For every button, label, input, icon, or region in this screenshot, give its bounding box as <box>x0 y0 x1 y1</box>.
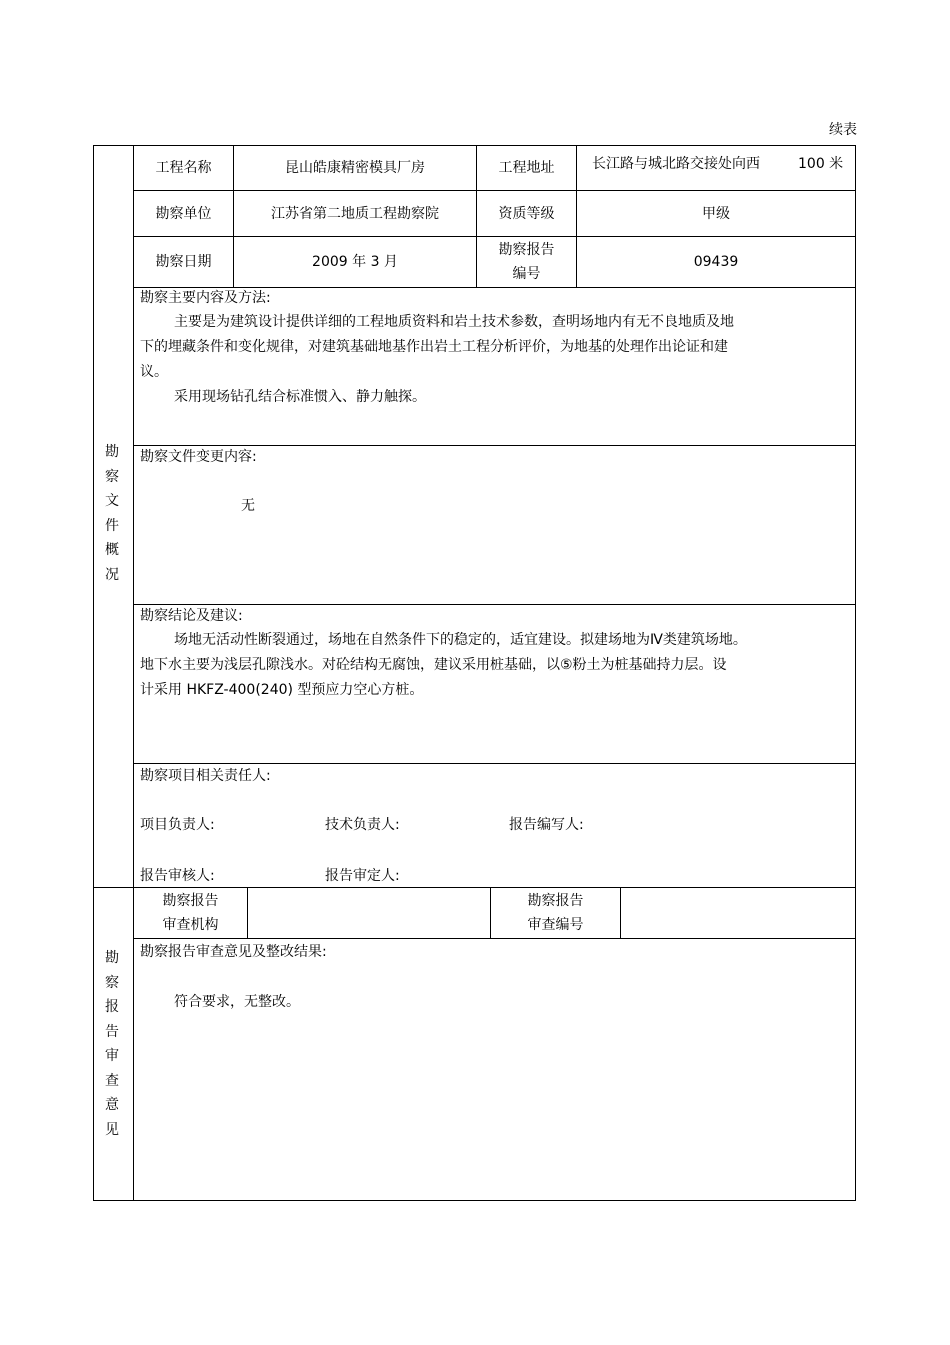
content-title: 勘察主要内容及方法: <box>140 290 271 306</box>
survey-unit-label: 勘察单位 <box>155 205 212 222</box>
project-address-value: 长江路与城北路交接处向西 <box>592 156 760 172</box>
report-approver-label: 报告审定人: <box>325 868 400 884</box>
opinion-title: 勘察报告审查意见及整改结果: <box>140 944 327 960</box>
content-body: 主要是为建筑设计提供详细的工程地质资料和岩土技术参数，查明场地内有无不良地质及地 下的埋藏条件和变化规律，对建筑基础地基作出岩土工程分析评价，为地基的处理作出论证和建 议。 采用现场钻孔结合标准惯入、静力触探。 <box>140 314 734 405</box>
review-no-label: 勘察报告 审查编号 <box>527 893 584 933</box>
review-org-value <box>248 888 490 938</box>
project-address-label: 工程地址 <box>498 160 555 176</box>
responsible-title: 勘察项目相关责任人: <box>140 768 271 784</box>
review-org-label: 勘察报告 审查机构 <box>162 893 219 933</box>
qualification-label: 资质等级 <box>498 205 555 222</box>
change-value: 无 <box>241 498 255 514</box>
report-writer-label: 报告编写人: <box>509 817 584 833</box>
project-name-value: 昆山皓康精密模具厂房 <box>285 160 425 176</box>
section2-side-label: 勘 察 报 告 审 查 意 见 <box>105 950 119 1138</box>
conclusion-body: 场地无活动性断裂通过，场地在自然条件下的稳定的，适宜建设。拟建场地为Ⅳ类建筑场地。 地下水主要为浅层孔隙浅水。对砼结构无腐蚀，建议采用桩基础，以⑤粉土为桩基础持力层。设 计采用 HKFZ-400(240) 型预应力空心方桩。 <box>140 632 747 698</box>
opinion-value: 符合要求，无整改。 <box>174 994 300 1010</box>
change-title: 勘察文件变更内容: <box>140 449 257 465</box>
qualification-value: 甲级 <box>702 205 730 222</box>
survey-unit-value: 江苏省第二地质工程勘察院 <box>271 205 439 222</box>
section1-side-label: 勘 察 文 件 概 况 <box>105 444 119 583</box>
tech-leader-label: 技术负责人: <box>325 817 400 833</box>
project-address-distance: 100 米 <box>798 156 844 172</box>
conclusion-title: 勘察结论及建议: <box>140 608 243 624</box>
project-leader-label: 项目负责人: <box>140 817 215 833</box>
survey-date-value: 2009 年 3 月 <box>312 254 398 270</box>
report-reviewer-label: 报告审核人: <box>140 868 215 884</box>
project-name-label: 工程名称 <box>155 160 212 176</box>
survey-date-label: 勘察日期 <box>155 254 212 270</box>
review-no-value <box>621 888 855 938</box>
report-no-value: 09439 <box>693 254 739 270</box>
continued-label: 续表 <box>829 122 857 138</box>
report-no-label: 勘察报告 编号 <box>498 242 555 282</box>
